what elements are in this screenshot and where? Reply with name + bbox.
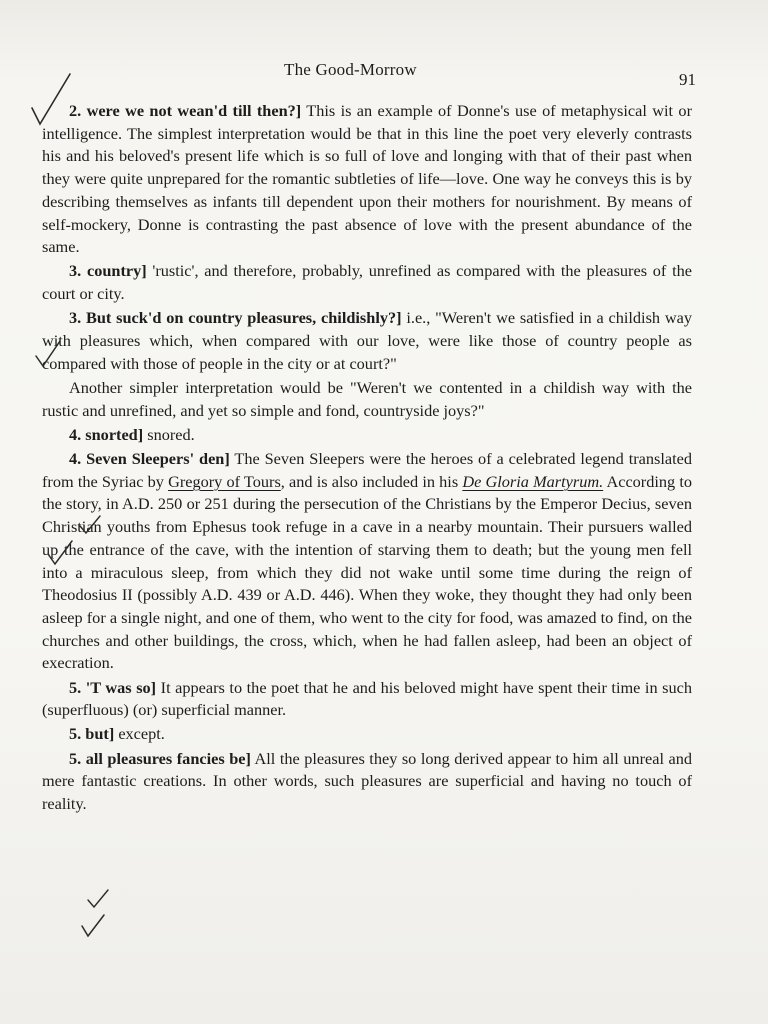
note-paragraph bbox=[42, 260, 692, 305]
note-text: All the pleasures they so long derived appear to him all unreal and mere fantastic creations. In other words, such pleasures are superficial and having no touch of reality. bbox=[42, 748, 692, 814]
italic-title: De Gloria Martyrum. bbox=[462, 471, 604, 491]
pencil-check-mark-icon bbox=[80, 912, 108, 940]
note-lemma: 2. were we not wean'd till then?] bbox=[69, 101, 302, 120]
note-paragraph bbox=[42, 377, 692, 422]
pencil-check-mark-icon bbox=[86, 888, 112, 910]
note-lemma: 3. But suck'd on country pleasures, childishly?] bbox=[69, 308, 402, 328]
note-text: According to the story, in A.D. 250 or 251 during the persecution of the Christians by the Emperor Decius, seven Christian youths from Ephesus took refuge in a cave in a nearby mountain. Their pursuers walled up the entrance of the cave, with the intention of starving them to death; but the young men fell into a miraculous sleep, from which they did not wake until some time during the reign of Theodosius II (possibly A.D. 439 or A.D. 446). When they woke, they thought they had only been asleep for a single night, and one of them, who went to the city for food, was amazed to find, on the churches and other buildings, the cross, which, when he had fallen asleep, had been an object of execration. bbox=[42, 471, 693, 673]
notes-body bbox=[42, 100, 692, 817]
note-text: except. bbox=[114, 724, 165, 744]
note-paragraph bbox=[42, 723, 692, 746]
note-text: , and is also included in his bbox=[280, 471, 463, 491]
note-text: The Seven Sleepers were the heroes of a celebrated legend translated from the Syriac by bbox=[42, 449, 693, 491]
note-paragraph bbox=[42, 307, 692, 375]
note-paragraph bbox=[42, 100, 692, 259]
note-lemma: 5. 'T was so] bbox=[69, 677, 157, 697]
note-text: 'rustic', and therefore, probably, unrefined as compared with the pleasures of the court or city. bbox=[42, 261, 692, 304]
note-paragraph bbox=[42, 677, 692, 722]
note-text: It appears to the poet that he and his beloved might have spent their time in such (superfluous) (or) superficial manner. bbox=[42, 677, 692, 720]
page-header bbox=[40, 58, 696, 89]
note-paragraph bbox=[42, 424, 692, 447]
note-text: snored. bbox=[143, 424, 195, 444]
running-head: The Good-Morrow bbox=[284, 60, 417, 79]
note-lemma: 5. all pleasures fancies be] bbox=[69, 748, 251, 768]
note-lemma: 3. country] bbox=[69, 261, 147, 281]
note-text: Another simpler interpretation would be "Weren't we contented in a childish way with the rustic and unrefined, and yet so simple and fond, countryside joys?" bbox=[42, 377, 692, 420]
note-lemma: 5. but] bbox=[69, 724, 115, 744]
note-lemma: 4. snorted] bbox=[69, 424, 144, 444]
note-paragraph bbox=[42, 748, 692, 816]
note-paragraph bbox=[42, 448, 692, 675]
note-text: i.e., "Weren't we satisfied in a childish way with pleasures which, when compared with our love, were like those of country people as compared with those of people in the city or at court?" bbox=[42, 308, 692, 373]
note-lemma: 4. Seven Sleepers' den] bbox=[69, 449, 230, 469]
page-number: 91 bbox=[679, 70, 696, 89]
underlined-text: Gregory of Tours bbox=[168, 471, 281, 491]
note-text: This is an example of Donne's use of metaphysical wit or intelligence. The simplest interpretation would be that in this line the poet very eleverly contrasts his and his beloved's present life which is so full of love and longing with that of their past when they were quite unprepared for the romantic subtleties of life—love. One way he conveys this is by describing themselves as infants till dependent upon their mothers for nourishment. By means of self-mockery, Donne is contrasting the past absence of love with the present abundance of the same. bbox=[42, 101, 692, 257]
